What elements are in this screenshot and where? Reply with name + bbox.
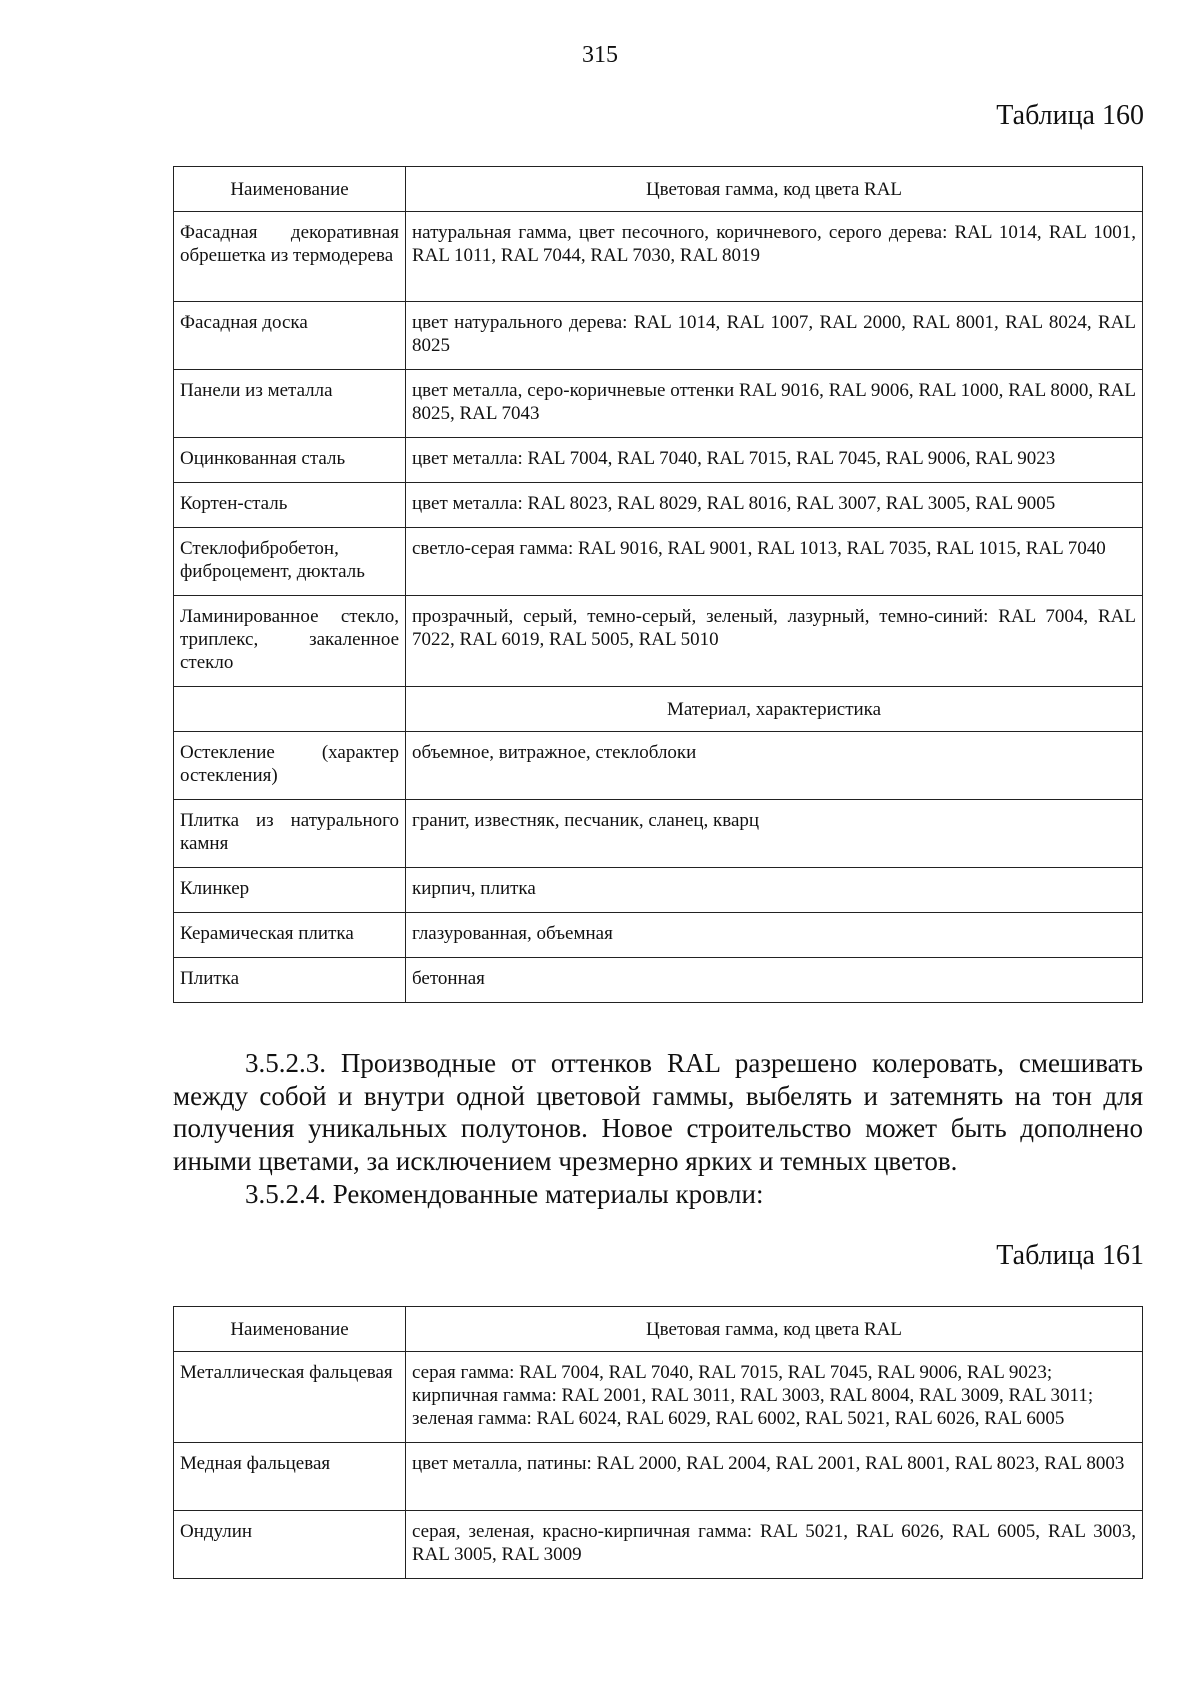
- table-row: [174, 1511, 1143, 1579]
- header-color: Цветовая гамма, код цвета RAL: [406, 167, 1143, 212]
- row-value: бетонная: [412, 968, 485, 989]
- row-name: Оцинкованная сталь: [180, 448, 346, 469]
- row-name: Ондулин: [180, 1521, 253, 1542]
- row-name: Остекление (характер остекления): [180, 742, 399, 786]
- row-value: цвет натурального дерева: RAL 1014, RAL 1007, RAL 2000, RAL 8001, RAL 8024, RAL 8025: [412, 312, 1136, 356]
- row-value: глазурованная, объемная: [412, 923, 613, 944]
- table-row: [174, 800, 1143, 868]
- paragraph-3-5-2-4: 3.5.2.4. Рекомендованные материалы кровли:: [245, 1179, 764, 1209]
- row-value: цвет металла, серо-коричневые оттенки RAL 9016, RAL 9006, RAL 1000, RAL 8000, RAL 8025, RAL 7043: [412, 380, 1136, 424]
- table-header-row: [174, 1307, 1143, 1352]
- row-value: цвет металла: RAL 7004, RAL 7040, RAL 7015, RAL 7045, RAL 9006, RAL 9023: [412, 448, 1056, 469]
- row-name: Кортен-сталь: [180, 493, 288, 514]
- page-number: 315: [582, 42, 618, 68]
- table-161-caption: Таблица 161: [996, 1240, 1144, 1271]
- table-row: [174, 596, 1143, 687]
- table-row: [174, 913, 1143, 958]
- row-name: Клинкер: [180, 878, 250, 899]
- row-value: светло-серая гамма: RAL 9016, RAL 9001, RAL 1013, RAL 7035, RAL 1015, RAL 7040: [412, 538, 1106, 559]
- table-160: [173, 166, 1143, 1003]
- header-color: Цветовая гамма, код цвета RAL: [406, 1307, 1143, 1352]
- table-row: [174, 370, 1143, 438]
- table-row: [174, 438, 1143, 483]
- row-name: Стеклофибробетон, фиброцемент, дюкталь: [180, 538, 365, 582]
- table-row: [174, 732, 1143, 800]
- row-value: гранит, известняк, песчаник, сланец, кварц: [412, 810, 760, 831]
- table-row: [174, 1352, 1143, 1443]
- table-161: [173, 1306, 1143, 1579]
- header-name: Наименование: [174, 1307, 406, 1352]
- row-name: Металлическая фальцевая: [180, 1362, 393, 1383]
- row-name: Фасадная доска: [180, 312, 308, 333]
- row-value: цвет металла, патины: RAL 2000, RAL 2004, RAL 2001, RAL 8001, RAL 8023, RAL 8003: [412, 1453, 1125, 1474]
- row-value: цвет металла: RAL 8023, RAL 8029, RAL 8016, RAL 3007, RAL 3005, RAL 9005: [412, 493, 1056, 514]
- row-name: Фасадная декоративная обрешетка из термодерева: [180, 222, 399, 266]
- row-name: Плитка: [180, 968, 240, 989]
- table-row: [174, 958, 1143, 1003]
- row-value: кирпич, плитка: [412, 878, 536, 899]
- header-name: Наименование: [174, 167, 406, 212]
- value-line-green: зеленая гамма: RAL 6024, RAL 6029, RAL 6002, RAL 5021, RAL 6026, RAL 6005: [412, 1408, 1065, 1429]
- table-row: [174, 483, 1143, 528]
- table-header-row: [174, 167, 1143, 212]
- table-160-caption: Таблица 160: [996, 100, 1144, 131]
- value-line-brick: кирпичная гамма: RAL 2001, RAL 3011, RAL 3003, RAL 8004, RAL 3009, RAL 3011;: [412, 1385, 1094, 1406]
- table-row: [174, 212, 1143, 302]
- row-value: [412, 1352, 1136, 1430]
- row-value: натуральная гамма, цвет песочного, коричневого, серого дерева: RAL 1014, RAL 1001, RAL 1011, RAL 7044, RAL 7030, RAL 8019: [412, 222, 1136, 266]
- row-name: Ламинированное стекло, триплекс, закаленное стекло: [180, 606, 399, 673]
- table-row: [174, 868, 1143, 913]
- table-subheader-row: [174, 687, 1143, 732]
- subheader-material: Материал, характеристика: [406, 687, 1143, 732]
- row-value: прозрачный, серый, темно-серый, зеленый, лазурный, темно-синий: RAL 7004, RAL 7022, RAL 6019, RAL 5005, RAL 5010: [412, 606, 1136, 650]
- table-row: [174, 528, 1143, 596]
- row-name: Плитка из натурального камня: [180, 810, 399, 854]
- value-line-gray: серая гамма: RAL 7004, RAL 7040, RAL 7015, RAL 7045, RAL 9006, RAL 9023;: [412, 1362, 1053, 1383]
- table-row: [174, 1443, 1143, 1511]
- row-value: объемное, витражное, стеклоблоки: [412, 742, 697, 763]
- row-name: Медная фальцевая: [180, 1453, 331, 1474]
- row-value: серая, зеленая, красно-кирпичная гамма: RAL 5021, RAL 6026, RAL 6005, RAL 3003, RAL 3005, RAL 3009: [412, 1521, 1136, 1565]
- paragraph-3-5-2-3: 3.5.2.3. Производные от оттенков RAL разрешено колеровать, смешивать между собой и внутри одной цветовой гаммы, выбелять и затемнять на тон для получения уникальных полутонов. Новое строительство может быть дополнено иными цветами, за исключением чрезмерно ярких и темных цветов.: [173, 1048, 1143, 1176]
- row-name: Панели из металла: [180, 380, 333, 401]
- table-row: [174, 302, 1143, 370]
- row-name: Керамическая плитка: [180, 923, 354, 944]
